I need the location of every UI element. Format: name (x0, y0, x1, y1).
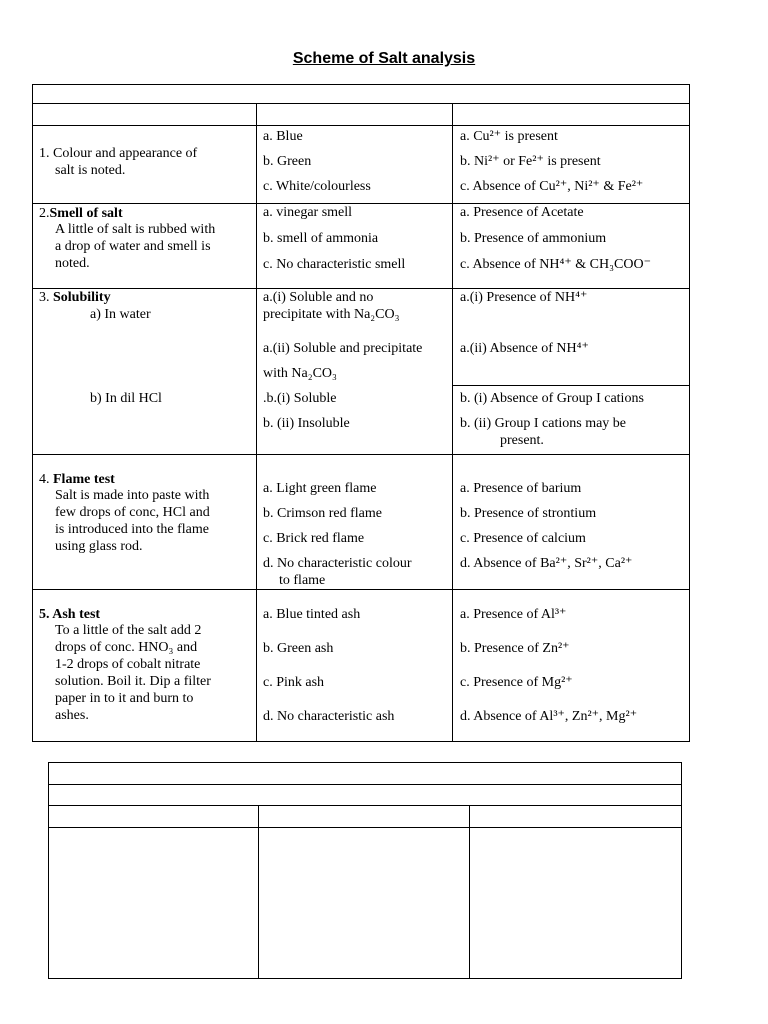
experiment-colour: 1. Colour and appearance of (39, 146, 198, 161)
inference: a. Presence of barium (460, 481, 582, 496)
header-divider (32, 125, 689, 126)
experiment-flame: few drops of conc, HCl and (55, 505, 210, 520)
observation: precipitate with Na₂CO₃ (263, 307, 400, 322)
observation: a. Light green flame (263, 481, 377, 496)
inference: b. Ni²⁺ or Fe²⁺ is present (460, 154, 601, 169)
inference: b. Presence of Zn²⁺ (460, 641, 570, 656)
header-divider (48, 805, 681, 806)
observation: c. Brick red flame (263, 531, 365, 546)
experiment-flame: is introduced into the flame (55, 522, 209, 537)
inference: b. (i) Absence of Group I cations (460, 391, 644, 406)
header-divider (48, 827, 681, 828)
experiment-solubility: a) In water (90, 307, 151, 322)
header-divider (48, 784, 681, 785)
observation: b. Green ash (263, 641, 334, 656)
inference: b. Presence of ammonium (460, 231, 607, 246)
experiment-ash: 1-2 drops of cobalt nitrate (55, 657, 201, 672)
inference: a. Cu²⁺ is present (460, 129, 558, 144)
inference: c. Absence of Cu²⁺, Ni²⁺ & Fe²⁺ (460, 179, 644, 194)
inference: present. (500, 433, 544, 448)
observation: b. Green (263, 154, 312, 169)
inference: a. Presence of Acetate (460, 205, 584, 220)
observation: a.(i) Soluble and no (263, 290, 374, 305)
observation: c. Pink ash (263, 675, 325, 690)
inference: c. Presence of calcium (460, 531, 586, 546)
experiment-ash: solution. Boil it. Dip a filter (55, 674, 211, 689)
row-divider (32, 203, 689, 204)
experiment-ash-heading: 5. Ash test (39, 607, 101, 622)
row-divider (452, 385, 689, 386)
observation: a. vinegar smell (263, 205, 353, 220)
observation: b. (ii) Insoluble (263, 416, 350, 431)
observation: a.(ii) Soluble and precipitate (263, 341, 423, 356)
experiment-flame-heading: 4. Flame test (39, 472, 115, 487)
row-divider (32, 589, 689, 590)
observation: b. smell of ammonia (263, 231, 379, 246)
inference: a.(ii) Absence of NH⁴⁺ (460, 341, 589, 356)
inference: b. (ii) Group I cations may be (460, 416, 627, 431)
page-title: Scheme of Salt analysis (292, 50, 476, 67)
inference: b. Presence of strontium (460, 506, 597, 521)
observation: with Na₂CO₃ (263, 366, 337, 381)
experiment-colour: salt is noted. (55, 163, 126, 178)
observation: d. No characteristic colour (263, 556, 412, 571)
observation: a. Blue (263, 129, 303, 144)
experiment-ash: drops of conc. HNO₃ and (55, 640, 198, 655)
observation: b. Crimson red flame (263, 506, 382, 521)
experiment-ash: ashes. (55, 708, 89, 723)
experiment-solubility-heading: 3. Solubility (39, 290, 111, 305)
column-divider (256, 103, 257, 741)
observation: c. White/colourless (263, 179, 371, 194)
experiment-smell-heading: 2.Smell of salt (39, 206, 123, 221)
experiment-smell: noted. (55, 256, 90, 271)
experiment-smell: A little of salt is rubbed with (55, 222, 216, 237)
observation: .b.(i) Soluble (263, 391, 337, 406)
row-divider (32, 454, 689, 455)
experiment-smell: a drop of water and smell is (55, 239, 211, 254)
observation: a. Blue tinted ash (263, 607, 361, 622)
observation: to flame (279, 573, 326, 588)
inference: a. Presence of Al³⁺ (460, 607, 567, 622)
column-divider (258, 805, 259, 978)
observation: d. No characteristic ash (263, 709, 395, 724)
inference: c. Absence of NH⁴⁺ & CH₃COO⁻ (460, 257, 651, 272)
inference: c. Presence of Mg²⁺ (460, 675, 573, 690)
experiment-solubility: b) In dil HCl (90, 391, 162, 406)
inference: d. Absence of Al³⁺, Zn²⁺, Mg²⁺ (460, 709, 638, 724)
experiment-flame: using glass rod. (55, 539, 143, 554)
inference: d. Absence of Ba²⁺, Sr²⁺, Ca²⁺ (460, 556, 633, 571)
blank-table (48, 762, 682, 979)
header-divider (32, 103, 689, 104)
experiment-flame: Salt is made into paste with (55, 488, 210, 503)
column-divider (452, 103, 453, 741)
experiment-ash: To a little of the salt add 2 (55, 623, 202, 638)
observation: c. No characteristic smell (263, 257, 406, 272)
experiment-ash: paper in to it and burn to (55, 691, 194, 706)
column-divider (469, 805, 470, 978)
inference: a.(i) Presence of NH⁴⁺ (460, 290, 588, 305)
